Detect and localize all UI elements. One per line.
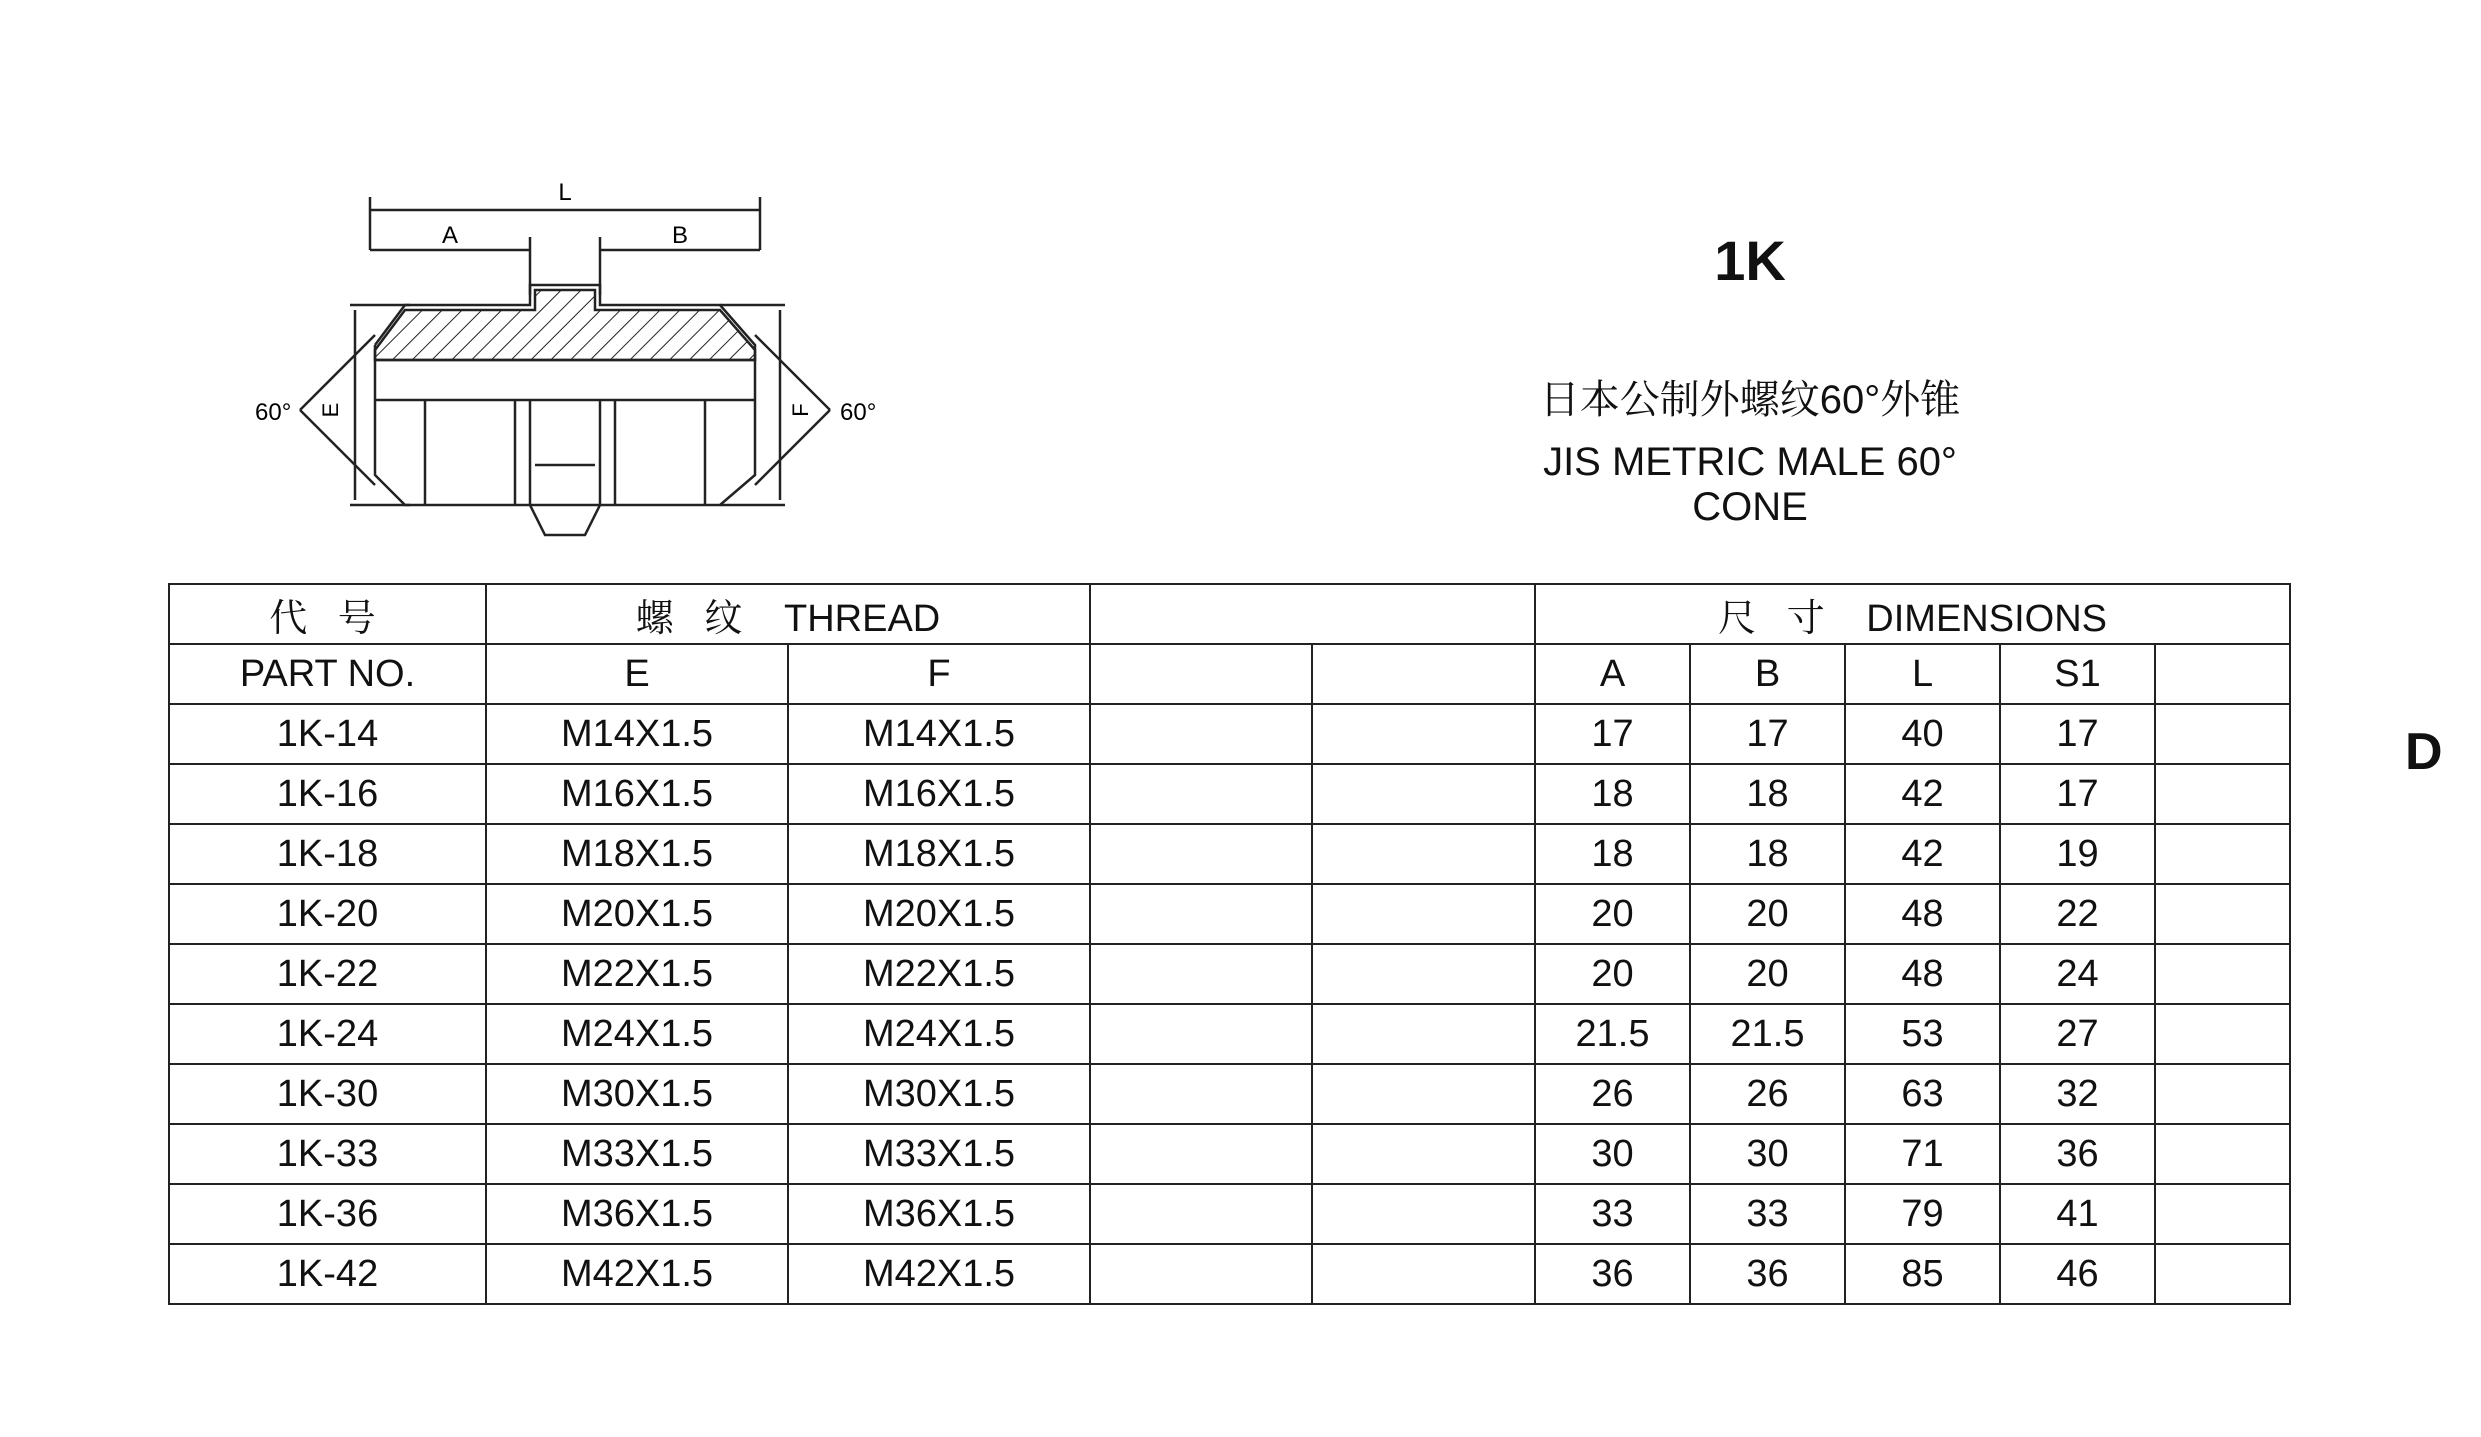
cell-f: M36X1.5: [788, 1184, 1090, 1244]
blank-cell: [1090, 704, 1312, 764]
cell-e: M30X1.5: [486, 1064, 788, 1124]
table-row: [169, 824, 2290, 884]
cell-a: 21.5: [1535, 1004, 1690, 1064]
cell-b: 30: [1690, 1124, 1845, 1184]
blank-cell: [2155, 1064, 2290, 1124]
part-header-en: PART NO.: [169, 644, 486, 704]
cell-e: M16X1.5: [486, 764, 788, 824]
cell-part: 1K-24: [169, 1004, 486, 1064]
table-row: [169, 1004, 2290, 1064]
table-row: [169, 1064, 2290, 1124]
cell-e: M33X1.5: [486, 1124, 788, 1184]
cell-b: 18: [1690, 764, 1845, 824]
dim-e-label: E: [318, 402, 343, 418]
cell-a: 26: [1535, 1064, 1690, 1124]
cell-l: 48: [1845, 884, 2000, 944]
cell-a: 20: [1535, 944, 1690, 1004]
cell-s1: 46: [2000, 1244, 2155, 1304]
dims-header: [1535, 584, 2290, 644]
cell-part: 1K-14: [169, 704, 486, 764]
header-row-2: [169, 644, 2290, 704]
blank-cell: [1312, 884, 1535, 944]
cell-s1: 36: [2000, 1124, 2155, 1184]
blank-cell: [2155, 824, 2290, 884]
dims-header-en: DIMENSIONS: [1866, 597, 2107, 640]
table-row: [169, 944, 2290, 1004]
table-row: [169, 1124, 2290, 1184]
angle-right-label: 60°: [840, 399, 877, 426]
col-header-l: L: [1845, 644, 2000, 704]
blank-cell: [1312, 704, 1535, 764]
blank-cell: [2155, 1004, 2290, 1064]
cell-e: M36X1.5: [486, 1184, 788, 1244]
blank-cell: [1312, 824, 1535, 884]
blank-cell: [1090, 944, 1312, 1004]
part-header-cn: 代 号: [169, 584, 486, 644]
blank-cell: [2155, 1124, 2290, 1184]
blank-cell: [2155, 1184, 2290, 1244]
dim-f-label: F: [788, 403, 813, 417]
cell-f: M18X1.5: [788, 824, 1090, 884]
table-row: [169, 884, 2290, 944]
blank-cell: [1090, 884, 1312, 944]
blank-cell: [1312, 944, 1535, 1004]
blank-cell: [1312, 1184, 1535, 1244]
cell-part: 1K-16: [169, 764, 486, 824]
blank-cell: [2155, 944, 2290, 1004]
cell-b: 33: [1690, 1184, 1845, 1244]
cell-f: M14X1.5: [788, 704, 1090, 764]
cell-b: 36: [1690, 1244, 1845, 1304]
cell-f: M33X1.5: [788, 1124, 1090, 1184]
cell-e: M18X1.5: [486, 824, 788, 884]
english-title: JIS METRIC MALE 60° CONE: [1543, 440, 1957, 529]
col-header-e: E: [486, 644, 788, 704]
cell-f: M22X1.5: [788, 944, 1090, 1004]
cell-l: 48: [1845, 944, 2000, 1004]
cell-l: 63: [1845, 1064, 2000, 1124]
cell-e: M24X1.5: [486, 1004, 788, 1064]
cell-part: 1K-42: [169, 1244, 486, 1304]
cell-b: 20: [1690, 944, 1845, 1004]
col-header-s1: S1: [2000, 644, 2155, 704]
header-row-1: [169, 584, 2290, 644]
table-row: [169, 704, 2290, 764]
cell-b: 17: [1690, 704, 1845, 764]
model-title: 1K: [1714, 229, 1786, 292]
cell-e: M20X1.5: [486, 884, 788, 944]
col-header-b: B: [1690, 644, 1845, 704]
dim-l-label: L: [558, 179, 572, 206]
cell-b: 26: [1690, 1064, 1845, 1124]
angle-left-label: 60°: [255, 399, 292, 426]
cell-s1: 32: [2000, 1064, 2155, 1124]
cell-a: 33: [1535, 1184, 1690, 1244]
blank-cell: [1312, 1244, 1535, 1304]
blank-cell: [1312, 1004, 1535, 1064]
blank-cell: [1312, 1124, 1535, 1184]
cell-part: 1K-18: [169, 824, 486, 884]
blank-cell: [1090, 1184, 1312, 1244]
blank-cell: [1312, 1064, 1535, 1124]
table-row: [169, 1244, 2290, 1304]
blank-cell: [1090, 1244, 1312, 1304]
cell-a: 30: [1535, 1124, 1690, 1184]
blank-cell: [1090, 824, 1312, 884]
cell-e: M22X1.5: [486, 944, 788, 1004]
cell-part: 1K-36: [169, 1184, 486, 1244]
blank-cell: [2155, 1244, 2290, 1304]
thread-header: [486, 584, 1090, 644]
cell-l: 71: [1845, 1124, 2000, 1184]
thread-header-cn: 螺 纹: [635, 597, 753, 640]
cell-s1: 17: [2000, 704, 2155, 764]
blank-cell: [1090, 1004, 1312, 1064]
blank-cell: [2155, 644, 2290, 704]
table-row: [169, 1184, 2290, 1244]
cell-f: M24X1.5: [788, 1004, 1090, 1064]
cell-part: 1K-30: [169, 1064, 486, 1124]
spec-table: [168, 583, 2291, 1305]
blank-cell: [2155, 884, 2290, 944]
cell-a: 17: [1535, 704, 1690, 764]
cell-part: 1K-22: [169, 944, 486, 1004]
cell-b: 20: [1690, 884, 1845, 944]
blank-cell: [1090, 644, 1312, 704]
col-header-f: F: [788, 644, 1090, 704]
dim-a-label: A: [441, 222, 459, 249]
cell-l: 85: [1845, 1244, 2000, 1304]
blank-cell: [2155, 764, 2290, 824]
thread-header-en: THREAD: [784, 597, 941, 640]
dims-header-cn: 尺 寸: [1718, 597, 1835, 640]
cell-e: M42X1.5: [486, 1244, 788, 1304]
cell-s1: 24: [2000, 944, 2155, 1004]
fitting-drawing: [240, 175, 920, 545]
cell-f: M42X1.5: [788, 1244, 1090, 1304]
cell-l: 42: [1845, 824, 2000, 884]
cell-part: 1K-20: [169, 884, 486, 944]
blank-cell: [1312, 644, 1535, 704]
cell-a: 18: [1535, 824, 1690, 884]
blank-header: [1090, 584, 1535, 644]
cell-e: M14X1.5: [486, 704, 788, 764]
cell-a: 20: [1535, 884, 1690, 944]
cell-f: M20X1.5: [788, 884, 1090, 944]
blank-cell: [1312, 764, 1535, 824]
cell-part: 1K-33: [169, 1124, 486, 1184]
cell-b: 21.5: [1690, 1004, 1845, 1064]
cell-s1: 22: [2000, 884, 2155, 944]
cell-a: 18: [1535, 764, 1690, 824]
blank-cell: [1090, 1064, 1312, 1124]
section-letter: D: [2405, 723, 2443, 781]
cell-l: 42: [1845, 764, 2000, 824]
cell-s1: 27: [2000, 1004, 2155, 1064]
cell-f: M30X1.5: [788, 1064, 1090, 1124]
dim-b-label: B: [671, 222, 689, 249]
blank-cell: [1090, 1124, 1312, 1184]
cell-l: 79: [1845, 1184, 2000, 1244]
cell-s1: 41: [2000, 1184, 2155, 1244]
cell-l: 53: [1845, 1004, 2000, 1064]
cell-a: 36: [1535, 1244, 1690, 1304]
cell-s1: 17: [2000, 764, 2155, 824]
col-header-a: A: [1535, 644, 1690, 704]
cell-s1: 19: [2000, 824, 2155, 884]
cell-l: 40: [1845, 704, 2000, 764]
blank-cell: [2155, 704, 2290, 764]
table-row: [169, 764, 2290, 824]
cell-b: 18: [1690, 824, 1845, 884]
cell-f: M16X1.5: [788, 764, 1090, 824]
chinese-title: 日本公制外螺纹60°外锥: [1539, 378, 1961, 422]
blank-cell: [1090, 764, 1312, 824]
